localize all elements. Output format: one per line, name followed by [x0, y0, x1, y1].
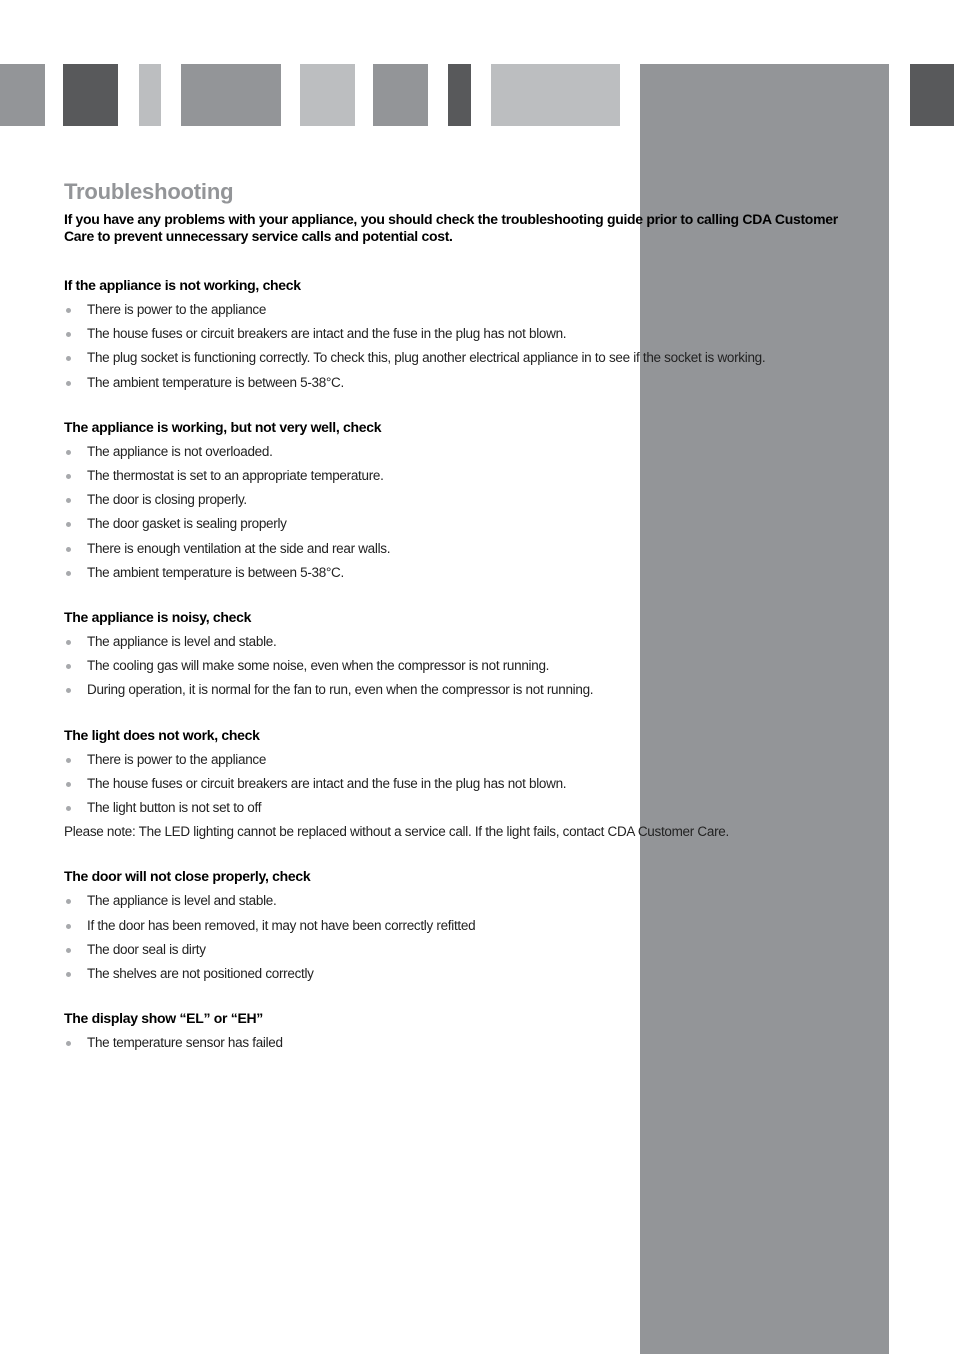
checklist	[64, 889, 854, 986]
header-block	[910, 64, 954, 126]
troubleshooting-section	[64, 608, 854, 703]
section-heading: The light does not work, check	[64, 726, 260, 743]
header-block	[139, 64, 161, 126]
checklist-item: The thermostat is set to an appropriate temperature.	[64, 464, 854, 488]
troubleshooting-section	[64, 276, 854, 395]
checklist-item: There is power to the appliance	[64, 298, 854, 322]
section-note: Please note: The LED lighting cannot be replaced without a service call. If the light fails, contact CDA Customer Care.	[64, 824, 729, 840]
header-block	[0, 64, 45, 126]
section-heading: The appliance is working, but not very well, check	[64, 418, 382, 435]
checklist-item: The plug socket is functioning correctly. To check this, plug another electrical appliance in to see if the socket is working.	[64, 346, 854, 370]
section-heading: The display show “EL” or “EH”	[64, 1010, 263, 1027]
checklist	[64, 298, 854, 395]
header-block	[373, 64, 428, 126]
troubleshooting-section	[64, 726, 854, 845]
header-block	[448, 64, 471, 126]
sections-container	[64, 276, 854, 1055]
checklist-item: The house fuses or circuit breakers are intact and the fuse in the plug has not blown.	[64, 322, 854, 346]
checklist-item: The light button is not set to off	[64, 796, 854, 820]
checklist-item: The door gasket is sealing properly	[64, 512, 854, 536]
troubleshooting-section	[64, 867, 854, 986]
checklist-item: There is power to the appliance	[64, 748, 854, 772]
checklist-item: There is enough ventilation at the side and rear walls.	[64, 537, 854, 561]
checklist	[64, 748, 854, 821]
checklist	[64, 440, 854, 585]
intro-text: If you have any problems with your appliance, you should check the troubleshooting guide prior to calling CDA Customer Care to prevent unnecessary service calls and potential cost.	[64, 211, 838, 244]
troubleshooting-section	[64, 1009, 854, 1055]
header-block	[63, 64, 118, 126]
checklist-item: The door seal is dirty	[64, 938, 854, 962]
header-block	[181, 64, 281, 126]
section-heading: The appliance is noisy, check	[64, 609, 252, 626]
header-block	[491, 64, 620, 126]
troubleshooting-section	[64, 418, 854, 585]
checklist-item: The appliance is level and stable.	[64, 889, 854, 913]
section-heading: The door will not close properly, check	[64, 868, 311, 885]
page-content	[64, 176, 854, 1078]
checklist	[64, 630, 854, 703]
checklist	[64, 1031, 854, 1055]
checklist-item: The ambient temperature is between 5-38°C.	[64, 561, 854, 585]
checklist-item: During operation, it is normal for the fan to run, even when the compressor is not running.	[64, 678, 854, 702]
checklist-item: The ambient temperature is between 5-38°C.	[64, 371, 854, 395]
checklist-item: The door is closing properly.	[64, 488, 854, 512]
checklist-item: The temperature sensor has failed	[64, 1031, 854, 1055]
checklist-item: The cooling gas will make some noise, even when the compressor is not running.	[64, 654, 854, 678]
header-block	[300, 64, 355, 126]
checklist-item: If the door has been removed, it may not have been correctly refitted	[64, 914, 854, 938]
checklist-item: The house fuses or circuit breakers are intact and the fuse in the plug has not blown.	[64, 772, 854, 796]
page-title: Troubleshooting	[64, 179, 234, 204]
checklist-item: The appliance is not overloaded.	[64, 440, 854, 464]
checklist-item: The shelves are not positioned correctly	[64, 962, 854, 986]
section-heading: If the appliance is not working, check	[64, 277, 301, 293]
checklist-item: The appliance is level and stable.	[64, 630, 854, 654]
